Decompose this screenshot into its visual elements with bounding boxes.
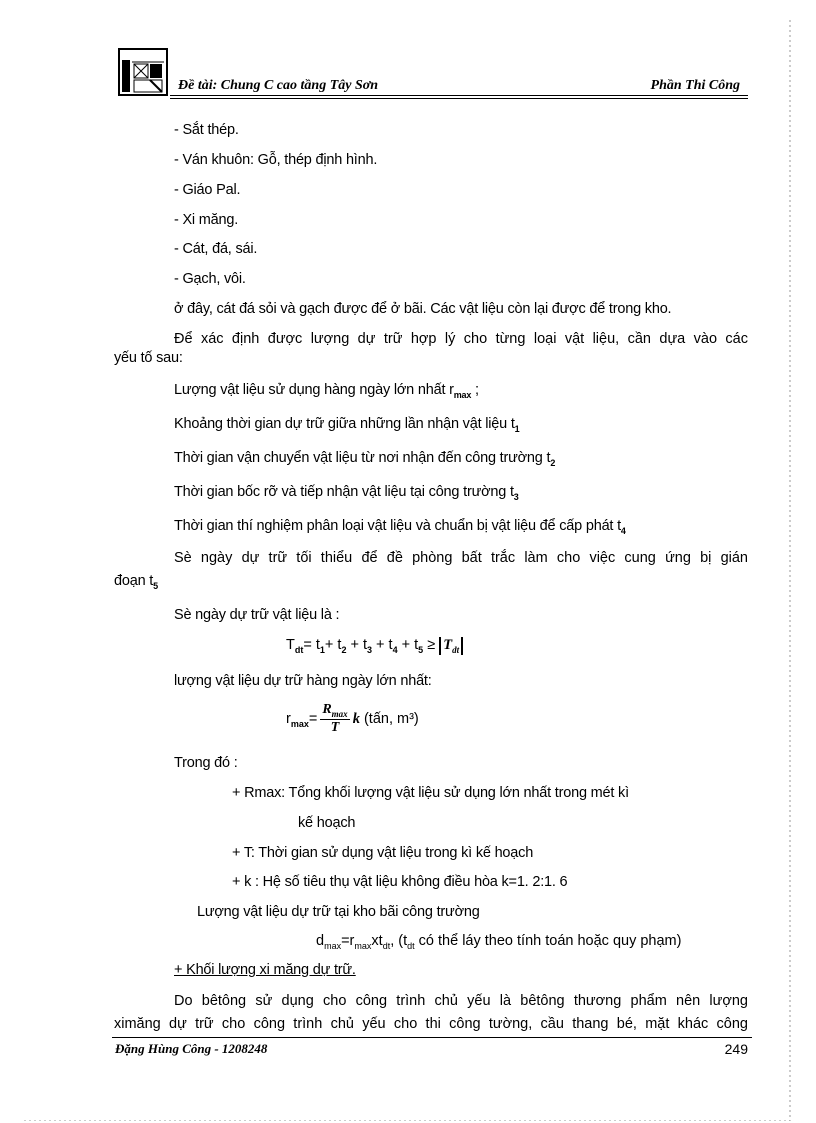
factor-t3: Thời gian bốc rỡ và tiếp nhận vật liệu tại công trường $t_3$ [174,484,519,502]
header-title: Đề tài: Chung C cao tầng Tây Sơn [178,78,379,93]
factor-t1: Khoảng thời gian dự trữ giữa những lần nhận vật liệu $t_1$ [174,416,520,434]
factor-t5-line2: đoạn $t_5$ [114,573,158,591]
formula-dmax: $d_{max}=r_{max}xt_{dt}$, ($t_{dt}$ có thể láy theo tính toán hoặc quy phạm) [316,933,682,951]
header-rule [170,95,748,96]
where-rmax: + Rmax: Tổng khối lượng vật liệu sử dụng lớn nhất trong mét kì [232,785,629,801]
days-label: Sè ngày dự trữ vật liệu là : [174,607,340,623]
factor-t4: Thời gian thí nghiệm phân loại vật liệu và chuẩn bị vật liệu để cấp phát $t_4$ [174,518,626,536]
where-t: + T: Thời gian sử dụng vật liệu trong kì kế hoạch [232,845,534,861]
factor-max-daily: Lượng vật liệu sử dụng hàng ngày lớn nhất $r_{max}$ ; [174,382,479,400]
list-item: - Cát, đá, sái. [174,241,258,257]
logo-mark-icon [120,50,166,94]
fraction: $\frac{R_{max}}{T}$ [322,702,348,735]
header-rule-double [170,98,748,99]
header-section: Phần Thi Công [650,78,740,93]
intro-paragraph-line1: Để xác định được lượng dự trữ hợp lý cho từng loại vật liệu, cần dựa vào các [174,331,748,347]
list-item: - Gạch, vôi. [174,271,246,287]
formula-total-days: $T_{dt}= t_1+ t_2 + t_3 + t_4 + t_5 \ge T_{dt}$ [286,637,463,655]
storage-paragraph: ở đây, cát đá sỏi và gạch được để ở bãi. Các vật liệu còn lại được để trong kho. [174,301,672,317]
factor-t5-line1: Sè ngày dự trữ tối thiểu để đề phòng bất trắc làm cho việc cung ứng bị gián [174,550,748,566]
footer-author: Đặng Hùng Công - 1208248 [115,1041,268,1056]
storage-amount-label: Lượng vật liệu dự trữ tại kho bãi công trường [197,904,480,920]
formula-rmax: $r_{max}=$ $\frac{R_{max}}{T}$ k (tấn, m³) [286,702,419,735]
page-number: 249 [724,1041,748,1057]
last-paragraph-line1: Do bêtông sử dụng cho công trình chủ yếu là bêtông thương phẩm nên lượng [174,993,748,1009]
where-k: + k : Hệ số tiêu thụ vật liệu không điều hòa k=1. 2:1. 6 [232,874,568,890]
factor-t2: Thời gian vận chuyển vật liệu từ nơi nhận đến công trường $t_2$ [174,450,556,468]
list-item: - Xi măng. [174,212,239,228]
daily-label: lượng vật liệu dự trữ hàng ngày lớn nhất: [174,673,432,689]
page-header [112,44,748,100]
list-item: - Giáo Pal. [174,182,241,198]
section-title: + Khối lượng xi măng dự trữ. [174,962,356,978]
intro-paragraph-line2: yếu tố sau: [114,350,183,366]
list-item: - Ván khuôn: Gỗ, thép định hình. [174,152,378,168]
where-label: Trong đó : [174,755,238,771]
where-rmax-cont: kế hoạch [298,815,356,831]
list-item: - Sắt thép. [174,122,239,138]
footer-rule [112,1037,752,1038]
logo [118,48,168,96]
last-paragraph-line2: ximăng dự trữ cho công trình chủ yếu cho thi công tường, cầu thang bé, mặt khác công [114,1016,748,1032]
